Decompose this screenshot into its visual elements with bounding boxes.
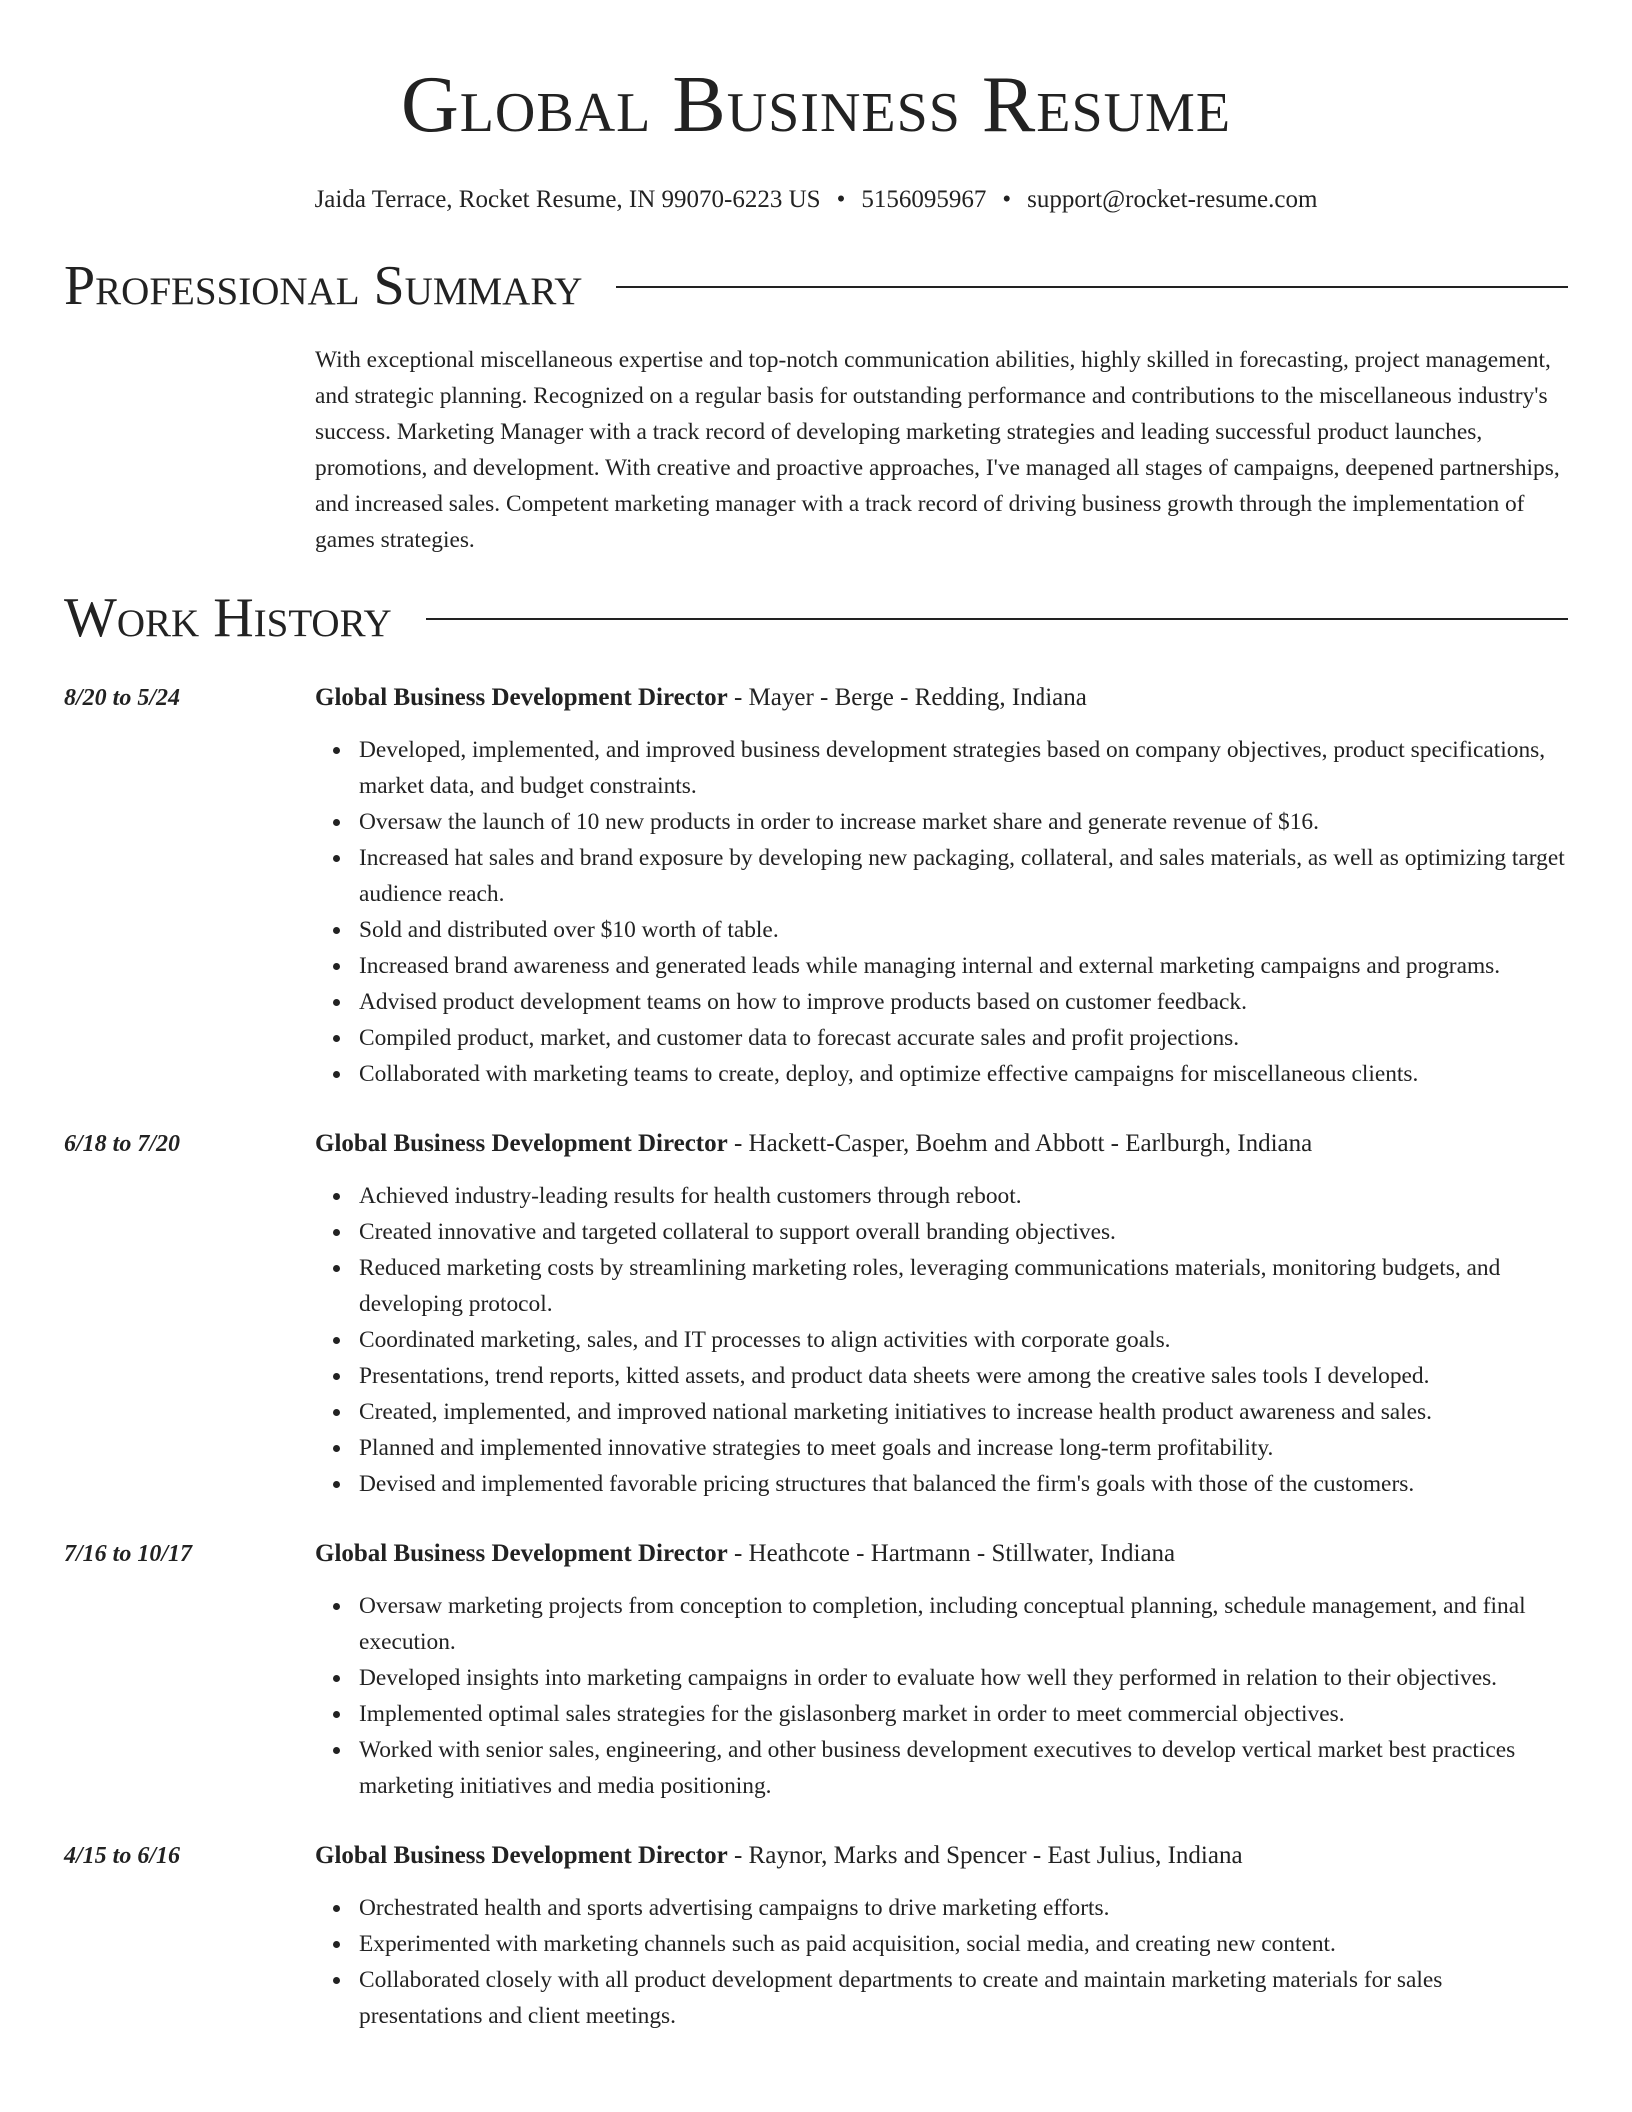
job-bullet: Planned and implemented innovative strategies to meet goals and increase long-term profitability.: [359, 1430, 1568, 1466]
job-bullet: Oversaw marketing projects from conception to completion, including conceptual planning, schedule management, and final execution.: [359, 1588, 1568, 1660]
job-bullet: Developed, implemented, and improved business development strategies based on company objectives, product specifications, market data, and budget constraints.: [359, 732, 1568, 804]
job-body: [315, 1536, 1568, 1804]
job-heading: [315, 1126, 1568, 1162]
job-bullet: Orchestrated health and sports advertising campaigns to drive marketing efforts.: [359, 1890, 1568, 1926]
contact-line: [64, 184, 1568, 216]
job-bullet: Sold and distributed over $10 worth of table.: [359, 912, 1568, 948]
job-role: Global Business Development Director: [315, 684, 728, 711]
job-bullet: Collaborated closely with all product development departments to create and maintain marketing materials for sales presentations and client meetings.: [359, 1962, 1568, 2034]
job-bullet: Implemented optimal sales strategies for the gislasonberg market in order to meet commercial objectives.: [359, 1696, 1568, 1732]
work-history-list: [64, 680, 1568, 2034]
job-employer: - Raynor, Marks and Spencer - East Julius, Indiana: [727, 1842, 1243, 1869]
contact-separator: •: [1002, 186, 1012, 213]
job-dates: 7/16 to 10/17: [64, 1541, 193, 1567]
section-divider: [426, 618, 1568, 620]
resume-title: Global Business Resume: [400, 61, 1232, 149]
job-bullet: Collaborated with marketing teams to create, deploy, and optimize effective campaigns for miscellaneous clients.: [359, 1056, 1568, 1092]
job-entry: [64, 680, 1568, 1092]
job-bullet: Achieved industry-leading results for health customers through reboot.: [359, 1178, 1568, 1214]
job-bullets: [315, 1890, 1568, 2034]
job-bullet: Created innovative and targeted collateral to support overall branding objectives.: [359, 1214, 1568, 1250]
resume-page: [64, 0, 1568, 2034]
job-bullet: Increased hat sales and brand exposure by developing new packaging, collateral, and sales materials, as well as optimizing target audience reach.: [359, 840, 1568, 912]
job-bullet: Presentations, trend reports, kitted assets, and product data sheets were among the creative sales tools I developed.: [359, 1358, 1568, 1394]
job-bullet: Devised and implemented favorable pricing structures that balanced the firm's goals with those of the customers.: [359, 1466, 1568, 1502]
job-bullet: Worked with senior sales, engineering, and other business development executives to develop vertical market best practices marketing initiatives and media positioning.: [359, 1732, 1568, 1804]
job-bullet: Compiled product, market, and customer data to forecast accurate sales and profit projections.: [359, 1020, 1568, 1056]
job-employer: - Mayer - Berge - Redding, Indiana: [727, 684, 1087, 711]
job-entry: [64, 1536, 1568, 1804]
job-bullet: Oversaw the launch of 10 new products in order to increase market share and generate revenue of $16.: [359, 804, 1568, 840]
contact-phone: 5156095967: [861, 186, 987, 213]
job-body: [315, 1838, 1568, 2034]
contact-separator: •: [836, 186, 846, 213]
job-bullet: Advised product development teams on how to improve products based on customer feedback.: [359, 984, 1568, 1020]
job-role: Global Business Development Director: [315, 1842, 728, 1869]
work-section-header: [64, 586, 1568, 650]
summary-text: With exceptional miscellaneous expertise and top-notch communication abilities, highly skilled in forecasting, project management, and strategic planning. Recognized on a regular basis for outstanding performance and contributions to the miscellaneous industry's success. Marketing Manager with a track record of developing marketing strategies and leading successful product launches, promotions, and development. With creative and proactive approaches, I've managed all stages of campaigns, deepened partnerships, and increased sales. Competent marketing manager with a track record of driving business growth through the implementation of games strategies.: [315, 347, 1560, 553]
job-dates: 8/20 to 5/24: [64, 685, 181, 711]
job-bullet: Reduced marketing costs by streamlining marketing roles, leveraging communications materials, monitoring budgets, and developing protocol.: [359, 1250, 1568, 1322]
job-body: [315, 1126, 1568, 1502]
job-heading: [315, 1536, 1568, 1572]
contact-address: Jaida Terrace, Rocket Resume, IN 99070-6223 US: [314, 186, 821, 213]
job-role: Global Business Development Director: [315, 1130, 728, 1157]
job-bullets: [315, 732, 1568, 1092]
summary-heading: Professional Summary: [64, 255, 583, 317]
job-bullet: Created, implemented, and improved national marketing initiatives to increase health product awareness and sales.: [359, 1394, 1568, 1430]
job-body: [315, 680, 1568, 1092]
job-dates: 4/15 to 6/16: [64, 1843, 181, 1869]
job-bullet: Coordinated marketing, sales, and IT processes to align activities with corporate goals.: [359, 1322, 1568, 1358]
job-entry: [64, 1838, 1568, 2034]
job-bullet: Developed insights into marketing campaigns in order to evaluate how well they performed in relation to their objectives.: [359, 1660, 1568, 1696]
contact-email: support@rocket-resume.com: [1027, 186, 1318, 213]
job-bullets: [315, 1588, 1568, 1804]
job-bullet: Increased brand awareness and generated leads while managing internal and external marketing campaigns and programs.: [359, 948, 1568, 984]
work-heading: Work History: [64, 587, 392, 649]
job-role: Global Business Development Director: [315, 1540, 728, 1567]
job-entry: [64, 1126, 1568, 1502]
job-heading: [315, 680, 1568, 716]
section-divider: [616, 286, 1568, 288]
job-heading: [315, 1838, 1568, 1874]
job-bullet: Experimented with marketing channels such as paid acquisition, social media, and creating new content.: [359, 1926, 1568, 1962]
summary-section-header: [64, 254, 1568, 318]
job-employer: - Heathcote - Hartmann - Stillwater, Indiana: [727, 1540, 1176, 1567]
job-bullets: [315, 1178, 1568, 1502]
job-dates: 6/18 to 7/20: [64, 1131, 181, 1157]
job-employer: - Hackett-Casper, Boehm and Abbott - Earlburgh, Indiana: [727, 1130, 1313, 1157]
